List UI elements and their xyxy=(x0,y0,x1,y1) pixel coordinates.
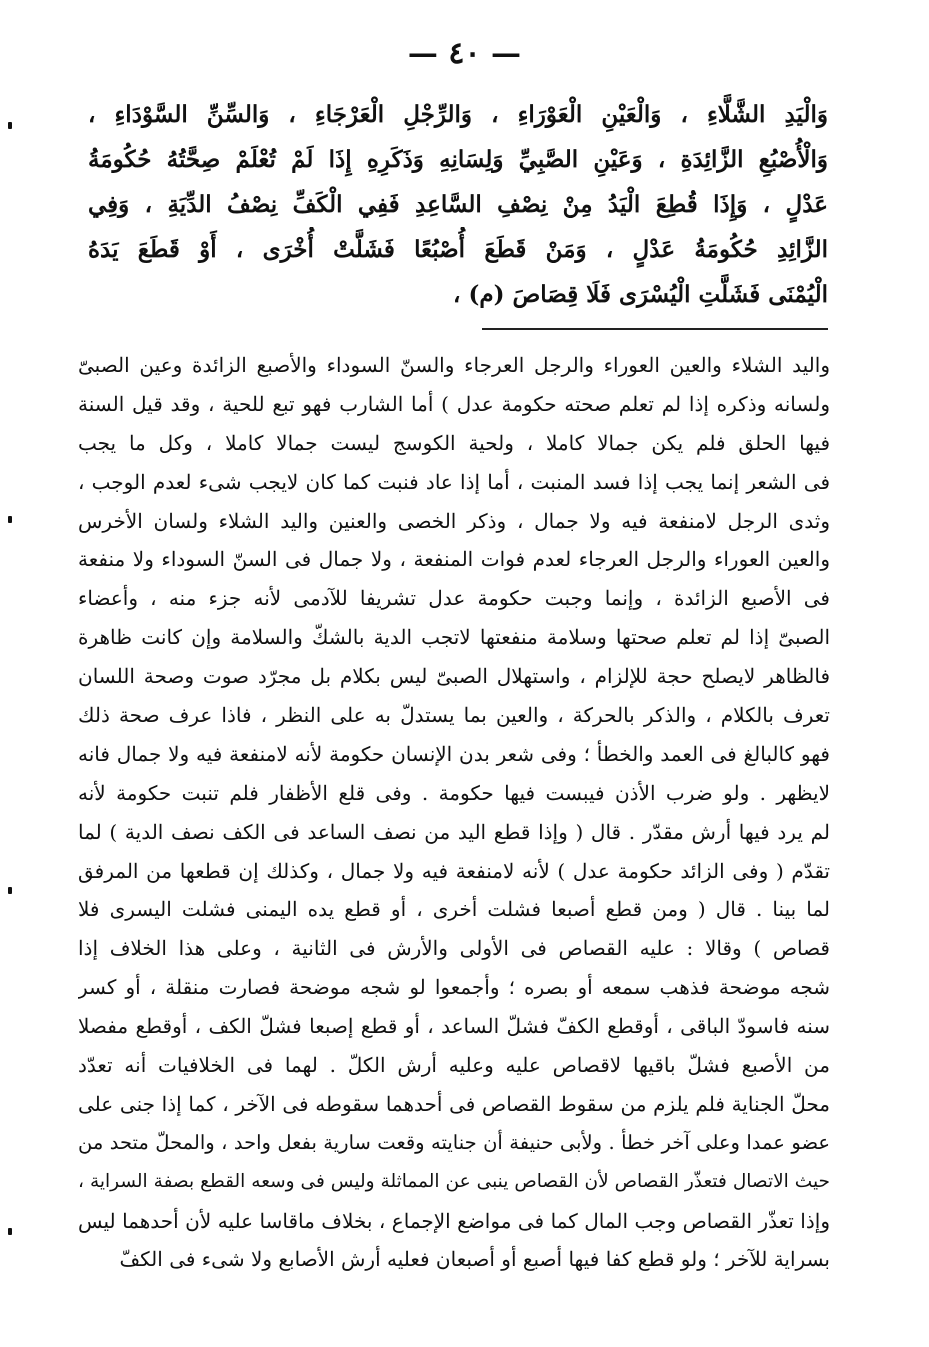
commentary-line: لما بينا . قال ( ومن قطع أصبعا فشلت أخرى ، أو قطع يده اليمنى فشلت اليسرى فلا xyxy=(78,897,830,922)
main-text-line: وَالْيَدِ الشَّلَّاءِ ، وَالْعَيْنِ الْعَوْرَاءِ ، وَالرِّجْلِ الْعَرْجَاءِ ، وَالسِّنِّ السَّوْدَاءِ ، xyxy=(88,101,828,128)
commentary-line: وثدى الرجل لامنفعة فيه ولا جمال ، وذكر الخصى والعنين واليد الشلاء ولسان الأخرس xyxy=(78,508,830,533)
margin-speck xyxy=(8,516,12,523)
commentary-line: بسراية للآخر ؛ ولو قطع كفا فيها أصبع أو أصبعان فعليه أرش الأصابع ولا شىء فى الكفّ xyxy=(119,1247,830,1272)
commentary-line: عضو عمدا وعلى آخر خطأ . ولأبى حنيفة أن جنايته وقعت سارية بفعل واحد ، والمحلّ متحد من xyxy=(78,1130,830,1154)
commentary-line: تعرف بالكلام ، والذكر بالحركة ، والعين بما يستدلّ به على النظر ، فاذا عرف صحة ذلك xyxy=(78,703,830,728)
commentary-line: فى الأصبع الزائدة ، وإنما وجبت حكومة عدل تشريفا للآدمى لأنه جزء منه ، وأعضاء xyxy=(78,586,830,611)
main-text xyxy=(88,92,828,317)
margin-speck xyxy=(8,1228,12,1235)
commentary-line: الصبىّ إذا لم تعلم صحتها وسلامة منفعتها لاتجب الدية بالشكّ والسلامة وإن كانت ظاهرة xyxy=(78,625,830,650)
commentary-line: فى الشعر إنما يجب إذا فسد المنبت ، أما إذا عاد فنبت كما كان لايجب شىء لعدم الوجب ، xyxy=(78,469,830,494)
commentary-line: والعين العوراء والرجل العرجاء لعدم فوات المنفعة ، ولا جمال فى السنّ السوداء ولا منفعة xyxy=(78,547,830,572)
main-text-line: الْيُمْنَى فَشَلَّتِ الْيُسْرَى فَلَا قِصَاصَ (م) ، xyxy=(453,281,828,308)
commentary-line: فهو كالبالغ فى العمد والخطأ ؛ وفى شعر بدن الإنسان حكومة لأنه لامنفعة فيه ولا جمال فانه xyxy=(78,741,830,766)
main-text-line: وَالْأُصْبُعِ الزَّائِدَةِ ، وَعَيْنِ الصَّبِيِّ وَلِسَانِهِ وَذَكَرِهِ إِذَا لَمْ تُعْلَمْ صِحَّتُهُ حُكُومَةُ xyxy=(88,146,828,173)
commentary-line: قصاص ) وقالا : عليه القصاص فى الأولى والأرش فى الثانية ، وعلى هذا الخلاف إذا xyxy=(78,936,830,961)
commentary-line: لايظهر . ولو ضرب الأذن فيبست فيها حكومة . وفى قلع الأظفار فلم تنبت حكومة لأنه xyxy=(78,780,830,805)
commentary-line: ولسانه وذكره إذا لم تعلم صحته حكومة عدل ) أما الشارب فهو تبع للحية ، وقد قيل السنة xyxy=(78,391,830,416)
commentary-text xyxy=(78,346,830,1279)
commentary-line: حيث الاتصال فتعذّر القصاص لأن القصاص ينبى عن المماثلة وليس فى وسعه القطع بصفة السراية ، xyxy=(78,1170,830,1192)
commentary-line: فالظاهر لايصلح حجة للإلزام ، واستهلال الصبىّ ليس بكلام بل مجرّد صوت وصحة اللسان xyxy=(78,664,830,689)
commentary-line: محلّ الجناية فلم يلزم من سقوط القصاص فى أحدهما سقوطه فى الآخر ، كما إذا جنى على xyxy=(78,1091,830,1116)
commentary-line: واليد الشلاء والعين العوراء والرجل العرجاء والسنّ السوداء والأصبع الزائدة وعين الصبىّ xyxy=(78,353,830,377)
commentary-line: لم يرد فيها أرش مقدّر . قال ( وإذا قطع اليد من نصف الساعد فى الكف نصف الدية ) لما xyxy=(78,819,830,844)
commentary-line: من الأصبع فشلّ باقيها لاقصاص عليه وعليه أرش الكلّ . لهما فى الخلافيات أنه تعدّد xyxy=(78,1053,830,1078)
margin-speck xyxy=(8,122,12,129)
page-number: — ٤٠ — xyxy=(407,36,522,71)
commentary-line: تقدّم ( وفى الزائد حكومة عدل ) لأنه لامنفعة فيه ولا جمال ، وكذلك إن قطعها من المرفق xyxy=(78,858,830,883)
commentary-line: شجه موضحة فذهب سمعه أو بصره ؛ وأجمعوا لو شجه موضحة فصارت منقلة ، أو كسر xyxy=(78,975,830,1000)
commentary-line: فيها الحلق فلم يكن جمالا كاملا ، ولحية الكوسج ليست جمالا كاملا ، وكل ما يجب xyxy=(78,430,830,455)
main-text-line: عَدْلٍ ، وَإِذَا قُطِعَ الْيَدُ مِنْ نِصْفِ السَّاعِدِ فَفِي الْكَفِّ نِصْفُ الدِّيَةِ ، وَفِي xyxy=(88,191,828,218)
main-text-line: الزَّائِدِ حُكُومَةُ عَدْلٍ ، وَمَنْ قَطَعَ أُصْبُعًا فَشَلَّتْ أُخْرَى ، أَوْ قَطَعَ يَدَهُ xyxy=(88,236,828,263)
section-divider xyxy=(482,328,828,330)
margin-speck xyxy=(8,887,12,894)
commentary-line: وإذا تعذّر القصاص وجب المال كما فى مواضع الإجماع ، بخلاف ماقاسا عليه لأن أحدهما ليس xyxy=(78,1208,830,1233)
commentary-line: سنه فاسودّ الباقى ، أوقطع الكفّ فشلّ الساعد ، أو قطع إصبعا فشلّ الكف ، أوقطع مفصلا xyxy=(78,1014,830,1039)
